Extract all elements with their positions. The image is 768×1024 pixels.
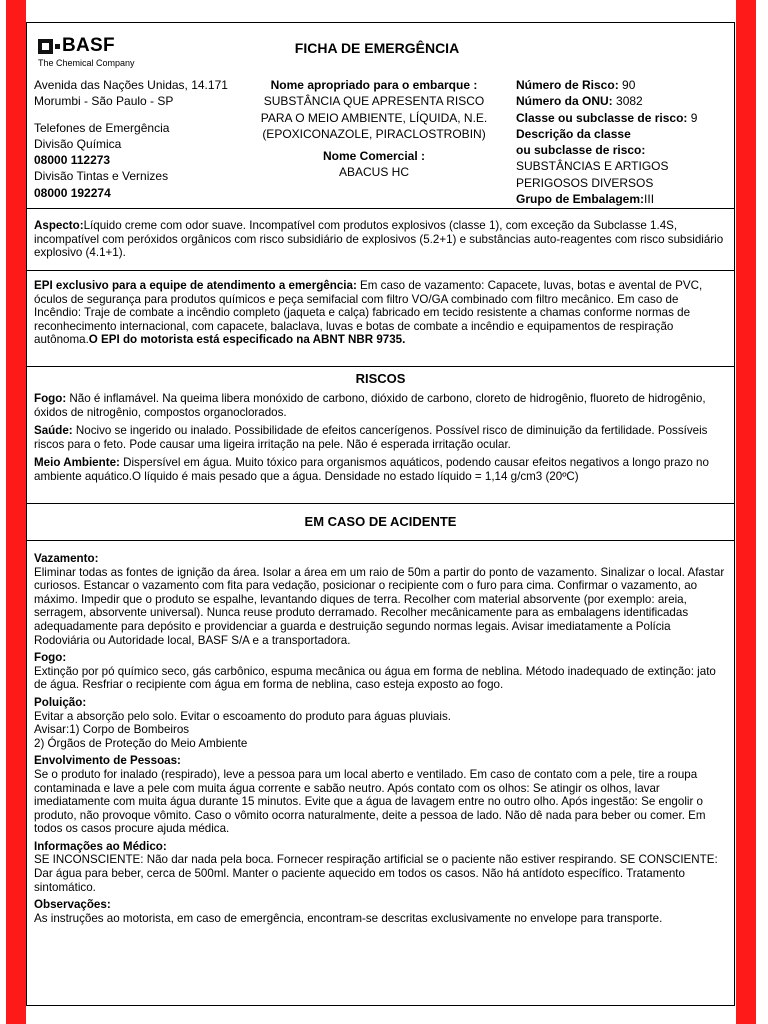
division-phone: 08000 112273 (34, 153, 111, 168)
commercial-name: ABACUS HC (338, 165, 409, 180)
riscos-title: RISCOS (355, 371, 406, 386)
divider (27, 366, 734, 367)
aspecto-label: Aspecto: (34, 219, 84, 232)
acidente-item-heading: Fogo: (34, 651, 67, 665)
acidente-item-text: As instruções ao motorista, em caso de emergência, encontram-se descritas exclusivamente no envelope para transporte. (34, 911, 663, 925)
logo-tagline: The Chemical Company (38, 58, 135, 68)
division-name: Divisão Química (34, 136, 122, 151)
shipping-line: PARA O MEIO AMBIENTE, LÍQUIDA, N.E. (260, 110, 488, 125)
epi-section (27, 279, 734, 347)
aspecto-text: Líquido creme com odor suave. Incompatível com produtos explosivos (classe 1), com exceção da Subclasse 1.4S, incompatível com peróxidos orgânicos com risco subsidiário de explosivos (5.2+1) e substâncias auto-reagentes com risco subsidiário explosivo (4.1+1). (34, 219, 724, 260)
meio-ambiente-text: Dispersível em água. Muito tóxico para organismos aquáticos, podendo causar efeitos negativos a longo prazo no ambiente aquático.O líquido é mais pesado que a água. Densidade no estado líquido = 1,14 g/cm3 (20ºC) (34, 456, 709, 483)
class-label: Classe ou subclasse de risco: (516, 110, 688, 125)
acidente-item (34, 651, 727, 692)
acidente-item-text: Se o produto for inalado (respirado), leve a pessoa para um local aberto e ventilado. Em caso de contato com a pele, tire a roupa contaminada e lave a pele com muita água corrente e sabão neutro. Após contato com os olhos: Se atingir os olhos, lavar imediatamente com muita água durante 15 minutos. Evite que a água de lavagem entre no outro olho. Após ingestão: Se engolir o produto, não provoque vômito. Caso o vômito ocorra naturalmente, deite a pessoa de lado. Não dê nada para beber ou comer. Em todos os casos procure ajuda médica. (34, 767, 706, 836)
division-name: Divisão Tintas e Vernizes (34, 169, 169, 184)
commercial-label: Nome Comercial : (322, 149, 426, 164)
acidente-item (34, 754, 727, 836)
right-red-stripe (736, 0, 756, 1024)
risk-info-block (516, 77, 697, 207)
risk-meio-ambiente (27, 456, 734, 483)
address-line: Morumbi - São Paulo - SP (34, 94, 174, 109)
phones-title: Telefones de Emergência (34, 120, 170, 135)
fogo-label: Fogo: (34, 392, 67, 405)
shipping-line: (EPOXICONAZOLE, PIRACLOSTROBIN) (262, 126, 486, 141)
acidente-item-heading: Envolvimento de Pessoas: (34, 754, 181, 768)
acidente-item-text: Eliminar todas as fontes de ignição da área. Isolar a área em um raio de 50m a partir do ponto de vazamento. Sinalizar o local. Afastar curiosos. Estancar o vazamento com fita para vedação, posicionar o recipiente com o furo para cima. Confirmar o vazamento, ao máximo. Impedir que o produto se espalhe, levantando diques de terra. Recolher com material absorvente (por exemplo: areia, serragem, absorvente universal). Nunca reuse produto derramado. Recolher mecânicamente para as embalagens identificadas adequadamente para depósito e providenciar a guarda e destruição segundo normas legais. Avisar imediatamente a Polícia Rodoviária ou Autoridade local, BASF S/A e a transportadora. (34, 565, 725, 647)
onu-label: Número da ONU: (516, 94, 613, 109)
packing-value: III (644, 192, 655, 207)
logo-text: BASF (62, 35, 115, 56)
left-red-stripe (6, 0, 26, 1024)
epi-label: EPI exclusivo para a equipe de atendimento a emergência: (34, 279, 357, 292)
risk-number-label: Número de Risco: (516, 78, 619, 92)
address-line: Avenida das Nações Unidas, 14.171 (34, 78, 228, 92)
address-block (34, 77, 228, 201)
acidente-item (34, 696, 727, 750)
acidente-header (27, 514, 734, 529)
divider (27, 540, 734, 541)
basf-logo (38, 35, 135, 68)
page-title: FICHA DE EMERGÊNCIA (294, 40, 460, 56)
class-desc-label: Descrição da classe (516, 126, 631, 141)
aspecto-section (27, 219, 734, 260)
shipping-name-block (249, 77, 499, 181)
packing-label: Grupo de Embalagem: (516, 192, 645, 207)
riscos-section (27, 371, 734, 484)
saude-text: Nocivo se ingerido ou inalado. Possibilidade de efeitos cancerígenos. Possível risco de diminuição da fertilidade. Possíveis riscos para o feto. Pode causar uma ligeira irritação na pele. Não é esperada irritação ocular. (34, 424, 708, 451)
acidente-item-text: Evitar a absorção pelo solo. Evitar o escoamento do produto para águas pluviais. Avisar:1) Corpo de Bombeiros 2) Órgãos de Proteção do Meio Ambiente (34, 709, 451, 750)
division-phone: 08000 192274 (34, 185, 111, 200)
acidente-item-heading: Poluição: (34, 695, 87, 709)
acidente-item-text: Extinção por pó químico seco, gás carbônico, espuma mecânica ou água em forma de neblina. Método inadequado de extinção: jato de água. Resfriar o recipiente com água em forma de neblina, caso esteja exposto ao fogo. (34, 664, 716, 692)
fogo-text: Não é inflamável. Na queima libera monóxido de carbono, dióxido de carbono, cloreto de hidrogênio, fluoreto de hidrogênio, óxidos de nitrogênio, compostos organoclorados. (34, 392, 706, 419)
shipping-line: SUBSTÂNCIA QUE APRESENTA RISCO (263, 94, 485, 109)
acidente-item (34, 898, 727, 925)
emergency-sheet (26, 22, 735, 1006)
divider (27, 503, 734, 504)
class-desc-label: ou subclasse de risco: (516, 143, 646, 158)
acidente-item-text: SE INCONSCIENTE: Não dar nada pela boca. Fornecer respiração artificial se o paciente não estiver respirando. SE CONSCIENTE: Dar água para beber, cerca de 500ml. Manter o paciente aquecido em todos os casos. Não há antídoto específico. Tratamento sintomático. (34, 853, 718, 894)
class-value: 9 (690, 110, 698, 125)
class-desc-value: SUBSTÂNCIAS E ARTIGOS (516, 159, 669, 174)
shipping-label: Nome apropriado para o embarque : (270, 78, 478, 92)
acidente-item-heading: Informações ao Médico: (34, 839, 167, 853)
divider (27, 208, 734, 209)
epi-text: Em caso de vazamento: Capacete, luvas, botas e avental de PVC, óculos de segurança para produtos químicos e peça semifacial com filtro VO/GA combinado com filtro mecânico. Em caso de Incêndio: Traje de combate a incêndio completo (jaqueta e calça) fabricado em tecido resistente a chamas conforme normas de reconhecimento internacional, com capacete, balaclava, luvas e botas de combate a incêndio e equipamentos de respiração autônoma. (34, 279, 703, 347)
divider (27, 270, 734, 271)
risk-number: 90 (622, 78, 636, 92)
acidente-item-heading: Observações: (34, 898, 111, 912)
risk-saude (27, 424, 734, 451)
acidente-section (27, 552, 734, 929)
acidente-item (34, 840, 727, 894)
acidente-item (34, 552, 727, 647)
risk-fogo (27, 392, 734, 419)
basf-logo-icon (38, 39, 62, 54)
saude-label: Saúde: (34, 424, 73, 438)
acidente-title: EM CASO DE ACIDENTE (304, 514, 457, 529)
class-desc-value: PERIGOSOS DIVERSOS (516, 175, 654, 190)
epi-closing: O EPI do motorista está especificado na ABNT NBR 9735. (88, 333, 406, 347)
meio-ambiente-label: Meio Ambiente: (34, 456, 120, 470)
acidente-item-heading: Vazamento: (34, 552, 99, 565)
onu-number: 3082 (616, 94, 643, 109)
